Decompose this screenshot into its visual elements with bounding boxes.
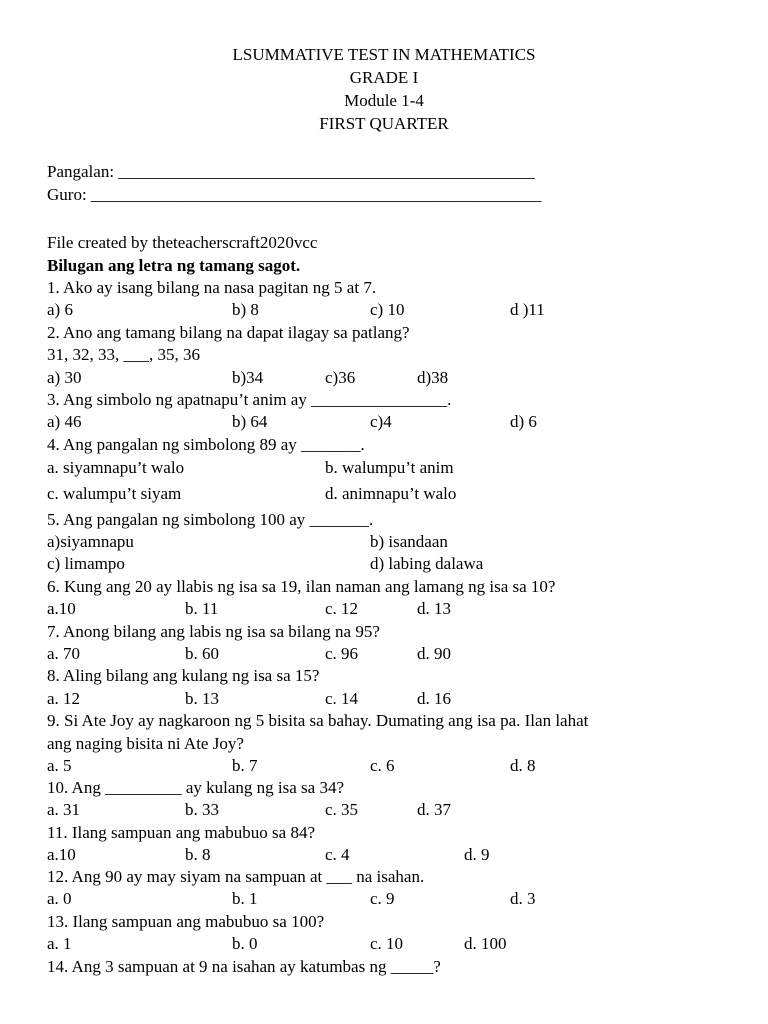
option-2d: d)38 <box>417 368 449 387</box>
option-1a: a) 6 <box>47 300 73 319</box>
option-7d: d. 90 <box>417 644 451 663</box>
option-6d: d. 13 <box>417 599 451 618</box>
option-8d: d. 16 <box>417 689 451 708</box>
option-10b: b. 33 <box>185 800 219 819</box>
option-10a: a. 31 <box>47 800 81 819</box>
option-12d: d. 3 <box>510 889 536 908</box>
option-3d: d) 6 <box>510 412 537 431</box>
option-4d: d. animnapu’t walo <box>325 484 457 503</box>
question-2-sequence: 31, 32, 33, ___, 35, 36 <box>47 345 200 364</box>
grade-label: GRADE I <box>349 68 419 87</box>
option-5d: d) labing dalawa <box>370 554 484 573</box>
option-5a: a)siyamnapu <box>47 532 134 551</box>
option-7a: a. 70 <box>47 644 81 663</box>
instruction: Bilugan ang letra ng tamang sagot. <box>47 256 301 275</box>
teacher-field: Guro: _____________________________________________________ <box>47 185 542 204</box>
option-9c: c. 6 <box>370 756 395 775</box>
option-13b: b. 0 <box>232 934 258 953</box>
option-2c: c)36 <box>325 368 356 387</box>
question-14: 14. Ang 3 sampuan at 9 na isahan ay katumbas ng _____? <box>47 957 441 976</box>
question-4: 4. Ang pangalan ng simbolong 89 ay _______. <box>47 435 365 454</box>
quarter-label: FIRST QUARTER <box>319 114 449 133</box>
question-11: 11. Ilang sampuan ang mabubuo sa 84? <box>47 823 315 842</box>
name-field: Pangalan: _________________________________________________ <box>47 162 535 181</box>
option-8a: a. 12 <box>47 689 81 708</box>
option-7c: c. 96 <box>325 644 359 663</box>
option-8c: c. 14 <box>325 689 359 708</box>
option-6b: b. 11 <box>185 599 219 618</box>
question-1: 1. Ako ay isang bilang na nasa pagitan ng 5 at 7. <box>47 278 377 297</box>
option-12b: b. 1 <box>232 889 258 908</box>
option-8b: b. 13 <box>185 689 219 708</box>
option-1b: b) 8 <box>232 300 259 319</box>
option-12a: a. 0 <box>47 889 72 908</box>
module-label: Module 1-4 <box>344 91 424 110</box>
question-9-cont: ang naging bisita ni Ate Joy? <box>47 734 244 753</box>
option-11d: d. 9 <box>464 845 490 864</box>
option-3c: c)4 <box>370 412 392 431</box>
question-3: 3. Ang simbolo ng apatnapu’t anim ay ________________. <box>47 390 452 409</box>
question-5: 5. Ang pangalan ng simbolong 100 ay _______. <box>47 510 374 529</box>
option-4c: c. walumpu’t siyam <box>47 484 182 503</box>
question-9: 9. Si Ate Joy ay nagkaroon ng 5 bisita sa bahay. Dumating ang isa pa. Ilan lahat <box>47 711 589 730</box>
question-2: 2. Ano ang tamang bilang na dapat ilagay sa patlang? <box>47 323 410 342</box>
question-10: 10. Ang _________ ay kulang ng isa sa 34? <box>47 778 344 797</box>
option-7b: b. 60 <box>185 644 219 663</box>
option-13a: a. 1 <box>47 934 72 953</box>
question-13: 13. Ilang sampuan ang mabubuo sa 100? <box>47 912 325 931</box>
question-6: 6. Kung ang 20 ay llabis ng isa sa 19, ilan naman ang lamang ng isa sa 10? <box>47 577 556 596</box>
option-11c: c. 4 <box>325 845 350 864</box>
option-3a: a) 46 <box>47 412 82 431</box>
test-title: LSUMMATIVE TEST IN MATHEMATICS <box>232 45 536 64</box>
option-1c: c) 10 <box>370 300 405 319</box>
option-13c: c. 10 <box>370 934 404 953</box>
option-11a: a.10 <box>47 845 76 864</box>
option-5c: c) limampo <box>47 554 125 573</box>
question-8: 8. Aling bilang ang kulang ng isa sa 15? <box>47 666 320 685</box>
option-13d: d. 100 <box>464 934 507 953</box>
question-7: 7. Anong bilang ang labis ng isa sa bilang na 95? <box>47 622 380 641</box>
option-1d: d )11 <box>510 300 545 319</box>
option-4b: b. walumpu’t anim <box>325 458 454 477</box>
question-12: 12. Ang 90 ay may siyam na sampuan at ___ na isahan. <box>47 867 425 886</box>
option-2a: a) 30 <box>47 368 82 387</box>
file-credit: File created by theteacherscraft2020vcc <box>47 233 318 252</box>
option-10c: c. 35 <box>325 800 359 819</box>
option-10d: d. 37 <box>417 800 451 819</box>
option-12c: c. 9 <box>370 889 395 908</box>
option-5b: b) isandaan <box>370 532 448 551</box>
option-9b: b. 7 <box>232 756 258 775</box>
option-2b: b)34 <box>232 368 264 387</box>
option-9a: a. 5 <box>47 756 72 775</box>
option-6c: c. 12 <box>325 599 359 618</box>
option-11b: b. 8 <box>185 845 211 864</box>
option-9d: d. 8 <box>510 756 536 775</box>
option-3b: b) 64 <box>232 412 268 431</box>
option-6a: a.10 <box>47 599 76 618</box>
option-4a: a. siyamnapu’t walo <box>47 458 185 477</box>
